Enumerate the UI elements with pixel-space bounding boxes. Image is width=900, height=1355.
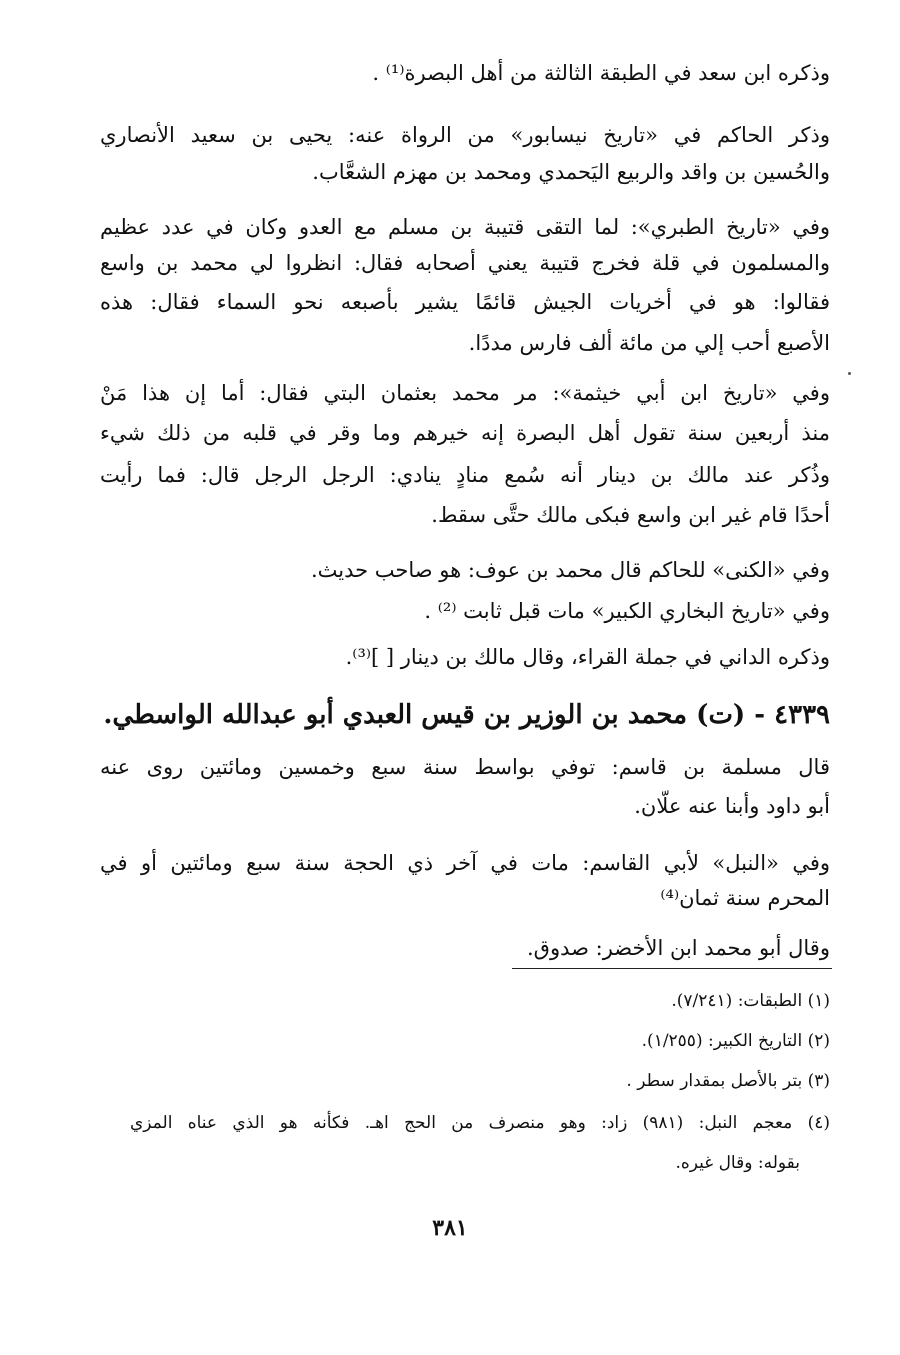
text-line: أحدًا قام غير ابن واسع فبكى مالك حتَّى سقط.	[431, 503, 830, 527]
text-line: وذكره ابن سعد في الطبقة الثالثة من أهل البصرة⁽¹⁾ .	[372, 61, 830, 85]
text-line: منذ أربعين سنة تقول أهل البصرة إنه خيرهم وما وقر في قلبه من ذلك شيء	[100, 421, 830, 445]
text-line: وذكر الحاكم في «تاريخ نيسابور» من الرواة عنه: يحيى بن سعيد الأنصاري	[100, 123, 830, 147]
text-line: وقال أبو محمد ابن الأخضر: صدوق.	[526, 936, 830, 960]
text-line: وذكره الداني في جملة القراء، وقال مالك بن دينار [ ]⁽³⁾.	[345, 645, 830, 669]
text-line: فقالوا: هو في أخريات الجيش قائمًا يشير بأصبعه نحو السماء فقال: هذه	[100, 290, 830, 314]
footnote-continuation: بقوله: وقال غيره.	[675, 1153, 800, 1173]
text-line: وفي «الكنى» للحاكم قال محمد بن عوف: هو صاحب حديث.	[310, 558, 830, 582]
footnote: (٤) معجم النبل: (٩٨١) زاد: وهو منصرف من الحج اهـ. فكأنه هو الذي عناه المزي	[130, 1113, 830, 1133]
entry-heading: ٤٣٣٩ - (ت) محمد بن الوزير بن قيس العبدي أبو عبدالله الواسطي.	[103, 700, 830, 730]
scan-speck	[848, 372, 851, 375]
text-line: قال مسلمة بن قاسم: توفي بواسط سنة سبع وخمسين ومائتين روى عنه	[100, 755, 830, 779]
text-line: وفي «النبل» لأبي القاسم: مات في آخر ذي الحجة سنة سبع ومائتين أو في	[100, 851, 830, 875]
text-line: أبو داود وأبنا عنه علّان.	[634, 794, 830, 818]
text-line: وذُكر عند مالك بن دينار أنه سُمع منادٍ ينادي: الرجل الرجل قال: فما رأيت	[100, 463, 830, 487]
page-number: ٣٨١	[432, 1215, 468, 1241]
text-line: وفي «تاريخ ابن أبي خيثمة»: مر محمد بعثمان البتي فقال: أما إن هذا مَنْ	[100, 381, 830, 405]
text-line: المحرم سنة ثمان⁽⁴⁾	[660, 886, 830, 910]
text-line: الأصبع أحب إلي من مائة ألف فارس مددًا.	[468, 331, 830, 355]
text-line: وفي «تاريخ الطبري»: لما التقى قتيبة بن مسلم مع العدو وكان في عدد عظيم	[100, 215, 830, 239]
footnote: (٢) التاريخ الكبير: (١/٢٥٥).	[641, 1031, 830, 1051]
footnote-separator	[512, 968, 832, 969]
text-line: وفي «تاريخ البخاري الكبير» مات قبل ثابت ⁽²⁾ .	[424, 599, 830, 623]
text-line: والحُسين بن واقد والربيع اليَحمدي ومحمد بن مهزم الشعَّاب.	[312, 160, 830, 184]
footnote: (١) الطبقات: (٧/٢٤١).	[671, 991, 830, 1011]
text-line: والمسلمون في قلة فخرج قتيبة يعني أصحابه فقال: انظروا لي محمد بن واسع	[100, 251, 830, 275]
footnote: (٣) بتر بالأصل بمقدار سطر .	[626, 1071, 830, 1091]
